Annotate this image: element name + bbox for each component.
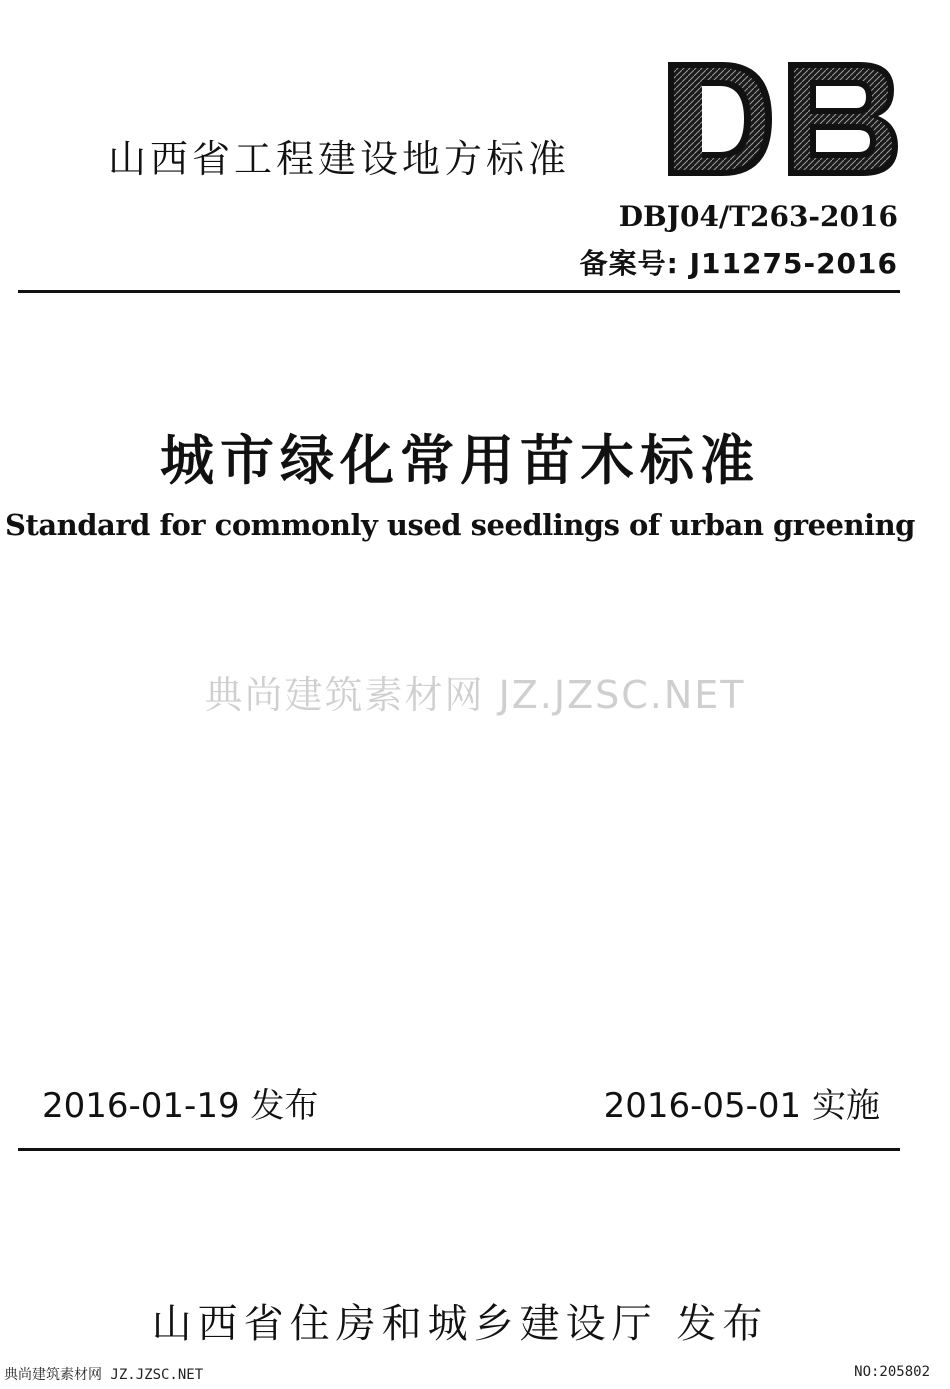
title-chinese: 城市绿化常用苗木标准 bbox=[160, 429, 760, 492]
series-title: 山西省工程建设地方标准 bbox=[108, 137, 571, 181]
publisher: 山西省住房和城乡建设厅 发布 bbox=[151, 1301, 769, 1347]
standard-number: DBJ04/T263-2016 bbox=[618, 200, 898, 233]
record-number: 备案号: J11275-2016 bbox=[579, 247, 898, 280]
top-divider bbox=[18, 290, 900, 293]
footer-doc-number: NO:205802 bbox=[854, 1364, 930, 1380]
title-english: Standard for commonly used seedlings of urban greening bbox=[5, 508, 915, 542]
watermark: 典尚建筑素材网 JZ.JZSC.NET bbox=[204, 673, 746, 717]
footer-site-label: 典尚建筑素材网 JZ.JZSC.NET bbox=[4, 1367, 204, 1383]
bottom-divider bbox=[18, 1148, 900, 1151]
effective-date: 2016-05-01 实施 bbox=[603, 1086, 880, 1126]
issue-date: 2016-01-19 发布 bbox=[42, 1086, 319, 1126]
db-logo bbox=[664, 58, 900, 180]
